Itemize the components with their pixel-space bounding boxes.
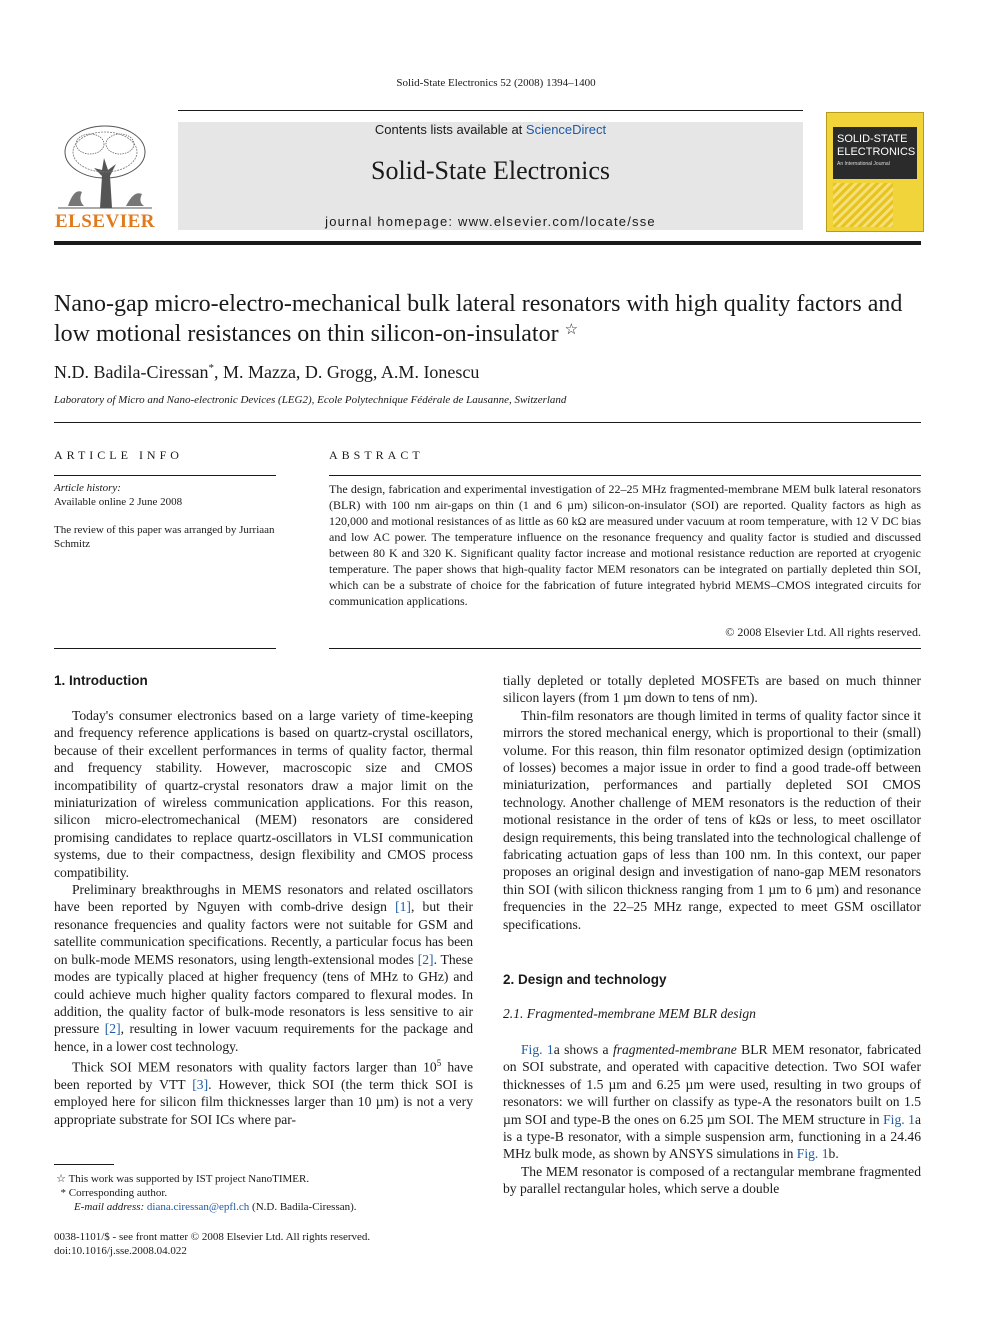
section-heading-introduction: 1. Introduction	[54, 673, 148, 688]
text-span: , resulting in lower vacuum requirements for the package and hence, in a lower cost technology.	[54, 1021, 473, 1054]
article-info-heading: ARTICLE INFO	[54, 448, 183, 462]
abstract-heading: ABSTRACT	[329, 448, 424, 462]
other-authors: , M. Mazza, D. Grogg, A.M. Ionescu	[213, 362, 480, 382]
cover-title: SOLID-STATE ELECTRONICS	[837, 133, 916, 158]
fig-1-link[interactable]: Fig. 1	[883, 1111, 915, 1127]
text-span: , but their resonance frequencies and quality factors were not suitable for GSM and satellite communication specifications. Recently, a particular focus has been on bulk-mode MEMS resonators, using length-extensional modes	[54, 899, 473, 967]
intro-paragraph-1: Today's consumer electronics based on a large variety of time-keeping and frequency reference applications is based on quartz-crystal oscillators, because of their excellent performances in terms of quality factor, thermal and frequency stability. However, macroscopic size and CMOS incompatibility of quartz-crystal resonators draw a major limit on the miniaturization of wireless communication applications. For this reason, silicon micro-electromechanical (MEM) resonators are considered promising candidates to replace quartz-oscillators in VLSI communication systems, due to their compactness, design flexibility and CMOS process compatibility.	[54, 708, 473, 880]
review-note: The review of this paper was arranged by Jurriaan Schmitz	[54, 524, 275, 550]
journal-citation: Solid-State Electronics 52 (2008) 1394–1400	[396, 77, 596, 89]
fig-1-link[interactable]: Fig. 1	[796, 1146, 829, 1162]
sciencedirect-link[interactable]: ScienceDirect	[525, 122, 607, 137]
subsection-heading-blr-design: 2.1. Fragmented-membrane MEM BLR design	[503, 1006, 756, 1021]
superscript: 5	[436, 1058, 442, 1069]
text-span: . However, thick SOI (the term thick SOI is employed here for silicon film thicknesses larger than 10 µm) is not a very appropriate substrate for SOI ICs where par-	[54, 1077, 473, 1127]
left-column-body	[54, 707, 473, 1128]
footnote-2-mark: *	[60, 1187, 66, 1199]
doi-line[interactable]: doi:10.1016/j.sse.2008.04.022	[54, 1245, 187, 1257]
email-label: E-mail address:	[74, 1201, 147, 1213]
paper-title	[54, 289, 914, 349]
footnote-1	[54, 1172, 473, 1186]
text-span: Thick SOI MEM resonators with quality factors larger than 10	[72, 1059, 437, 1075]
contents-line	[178, 122, 803, 137]
journal-title: Solid-State Electronics	[370, 156, 610, 185]
right-column-body	[503, 672, 921, 933]
text-span: have been reported by VTT	[54, 1059, 474, 1093]
right-column-body-2	[503, 1041, 921, 1198]
ref-1-link[interactable]: [1]	[395, 899, 411, 915]
journal-cover-thumbnail	[826, 112, 924, 232]
emphasis: fragmented-membrane	[612, 1042, 737, 1057]
thin-film-paragraph: Thin-film resonators are though limited in terms of quality factor since it mirrors the stored mechanical energy, which is proportional to their (small) volume. For this reason, thin film resonator optimized design (optimization of losses) becomes a major issue in order to find a good trade-off between miniaturization, performances and partially depleted SOI CMOS technology. Another challenge of MEM resonators is the reduction of their motional resistance in the order of tens of kΩs or less, to meet oscillator design requirements, this being translated into the technological challenge of fabricating actuation gaps of less than 100 nm. In this context, our paper proposes an original design and investigation of nano-gap MEM resonators thin SOI (with silicon thickness ranging from 1 µm to 6 µm) and resonance frequencies in the 22–25 MHz range, expected to meet GSM oscillator specifications.	[503, 707, 921, 932]
header-rule-top	[178, 110, 803, 111]
text-span: . These modes are typically placed at higher frequency (tens of MHz to GHz) and could achieve much higher quality factors compared to flexural modes. In addition, the quality factor of bulk-mode resonators is less sensitive to air pressure	[54, 951, 473, 1037]
abstract-copyright: © 2008 Elsevier Ltd. All rights reserved.	[725, 625, 921, 639]
header-rule-thick	[54, 241, 921, 245]
title-footnote-mark[interactable]: ☆	[564, 322, 579, 338]
paper-title-text: Nano-gap micro-electro-mechanical bulk lateral resonators with high quality factors and low motional resistances on thin silicon-on-insulator	[54, 291, 903, 347]
abstract-text: The design, fabrication and experimental investigation of 22–25 MHz fragmented-membrane MEM bulk lateral resonators (BLR) with 100 nm air-gaps on thin (1 and 6 µm) silicon-on-insulator (SOI) are reported. Quality factors as high as 120,000 and motional resistances of as little as 60 kΩ are measured under vacuum at room temperature, with 12 V DC bias and low AC power. The temperature influence on the resonance frequency and quality factor is studied and discussed between 80 K and 320 K. Significant quality factor increase and motional resistance reduction are reported at cryogenic temperature. The paper shows that high-quality factor MEM resonators can be integrated on partially depleted thin SOI, which can be a substrate of choice for the fabrication of future integrated hybrid MEMS–CMOS integrated circuits for communication applications.	[329, 482, 921, 608]
footnote-rule	[54, 1164, 114, 1165]
continued-paragraph: tially depleted or totally depleted MOSFETs are based on much thinner silicon layers (from 1 µm down to tens of nm).	[503, 673, 921, 706]
intro-paragraph-3	[54, 1055, 473, 1128]
fig-1-link[interactable]: Fig. 1	[521, 1042, 554, 1057]
abstract-rule	[329, 475, 921, 476]
footnote-1-mark: ☆	[56, 1173, 66, 1185]
email-tail: (N.D. Badila-Ciressan).	[249, 1201, 357, 1213]
title-rule	[54, 422, 921, 423]
email-link[interactable]: diana.ciressan@epfl.ch	[146, 1201, 250, 1213]
corresponding-author-mark[interactable]: *	[208, 362, 214, 374]
text-span: a shows a	[553, 1042, 613, 1057]
cover-pattern	[833, 183, 893, 227]
author-list	[54, 362, 914, 383]
ref-3-link[interactable]: [3]	[192, 1077, 209, 1093]
text-span: BLR MEM resonator, fabricated on SOI substrate, and operated with capacitive detection. Two SOI wafer thicknesses of 1.5 µm and 6.25 µm were used, resulting in two groups of resonators: we will further on classify as type-A the resonators built on 1.5 µm SOI and type-B the ones on 6.25 µm SOI. The MEM structure in	[503, 1042, 921, 1127]
footnote-email	[74, 1200, 474, 1214]
design-paragraph-2: The MEM resonator is composed of a rectangular membrane fragmented by parallel rectangular holes, which serve a double	[503, 1163, 921, 1197]
text-span: b.	[828, 1146, 839, 1162]
affiliation: Laboratory of Micro and Nano-electronic Devices (LEG2), Ecole Polytechnique Fédérale de Lausanne, Switzerland	[54, 394, 567, 406]
cover-subtitle: An International Journal	[837, 161, 890, 167]
article-info-rule-bottom	[54, 648, 276, 649]
intro-paragraph-2	[54, 881, 473, 1055]
section-heading-design: 2. Design and technology	[503, 972, 667, 987]
text-span: Preliminary breakthroughs in MEMS resonators and related oscillators have been reported by Nguyen with comb-drive design	[54, 882, 473, 915]
abstract-rule-bottom	[329, 648, 921, 649]
footnote-2	[54, 1186, 473, 1200]
design-paragraph-1	[503, 1041, 921, 1163]
history-value: Available online 2 June 2008	[54, 496, 183, 508]
text-span: a is a type-B resonator, with a simple suspension arm, functioning in a 24.46 MHz bulk mode, as shown by ANSYS simulations in	[503, 1111, 921, 1162]
elsevier-wordmark: ELSEVIER	[54, 211, 156, 232]
first-author: N.D. Badila-Ciressan	[54, 362, 209, 382]
article-info-rule	[54, 475, 276, 476]
history-label: Article history:	[54, 482, 121, 494]
ref-2-link[interactable]: [2]	[417, 951, 434, 967]
issn-line: 0038-1101/$ - see front matter © 2008 Elsevier Ltd. All rights reserved.	[54, 1231, 371, 1243]
contents-prefix: Contents lists available at	[374, 122, 526, 137]
ref-2-link[interactable]: [2]	[104, 1021, 121, 1037]
journal-homepage[interactable]: journal homepage: www.elsevier.com/locate/sse	[325, 214, 656, 229]
footnote-1-text: This work was supported by IST project NanoTIMER.	[68, 1173, 310, 1185]
footnote-2-text: Corresponding author.	[68, 1187, 168, 1199]
